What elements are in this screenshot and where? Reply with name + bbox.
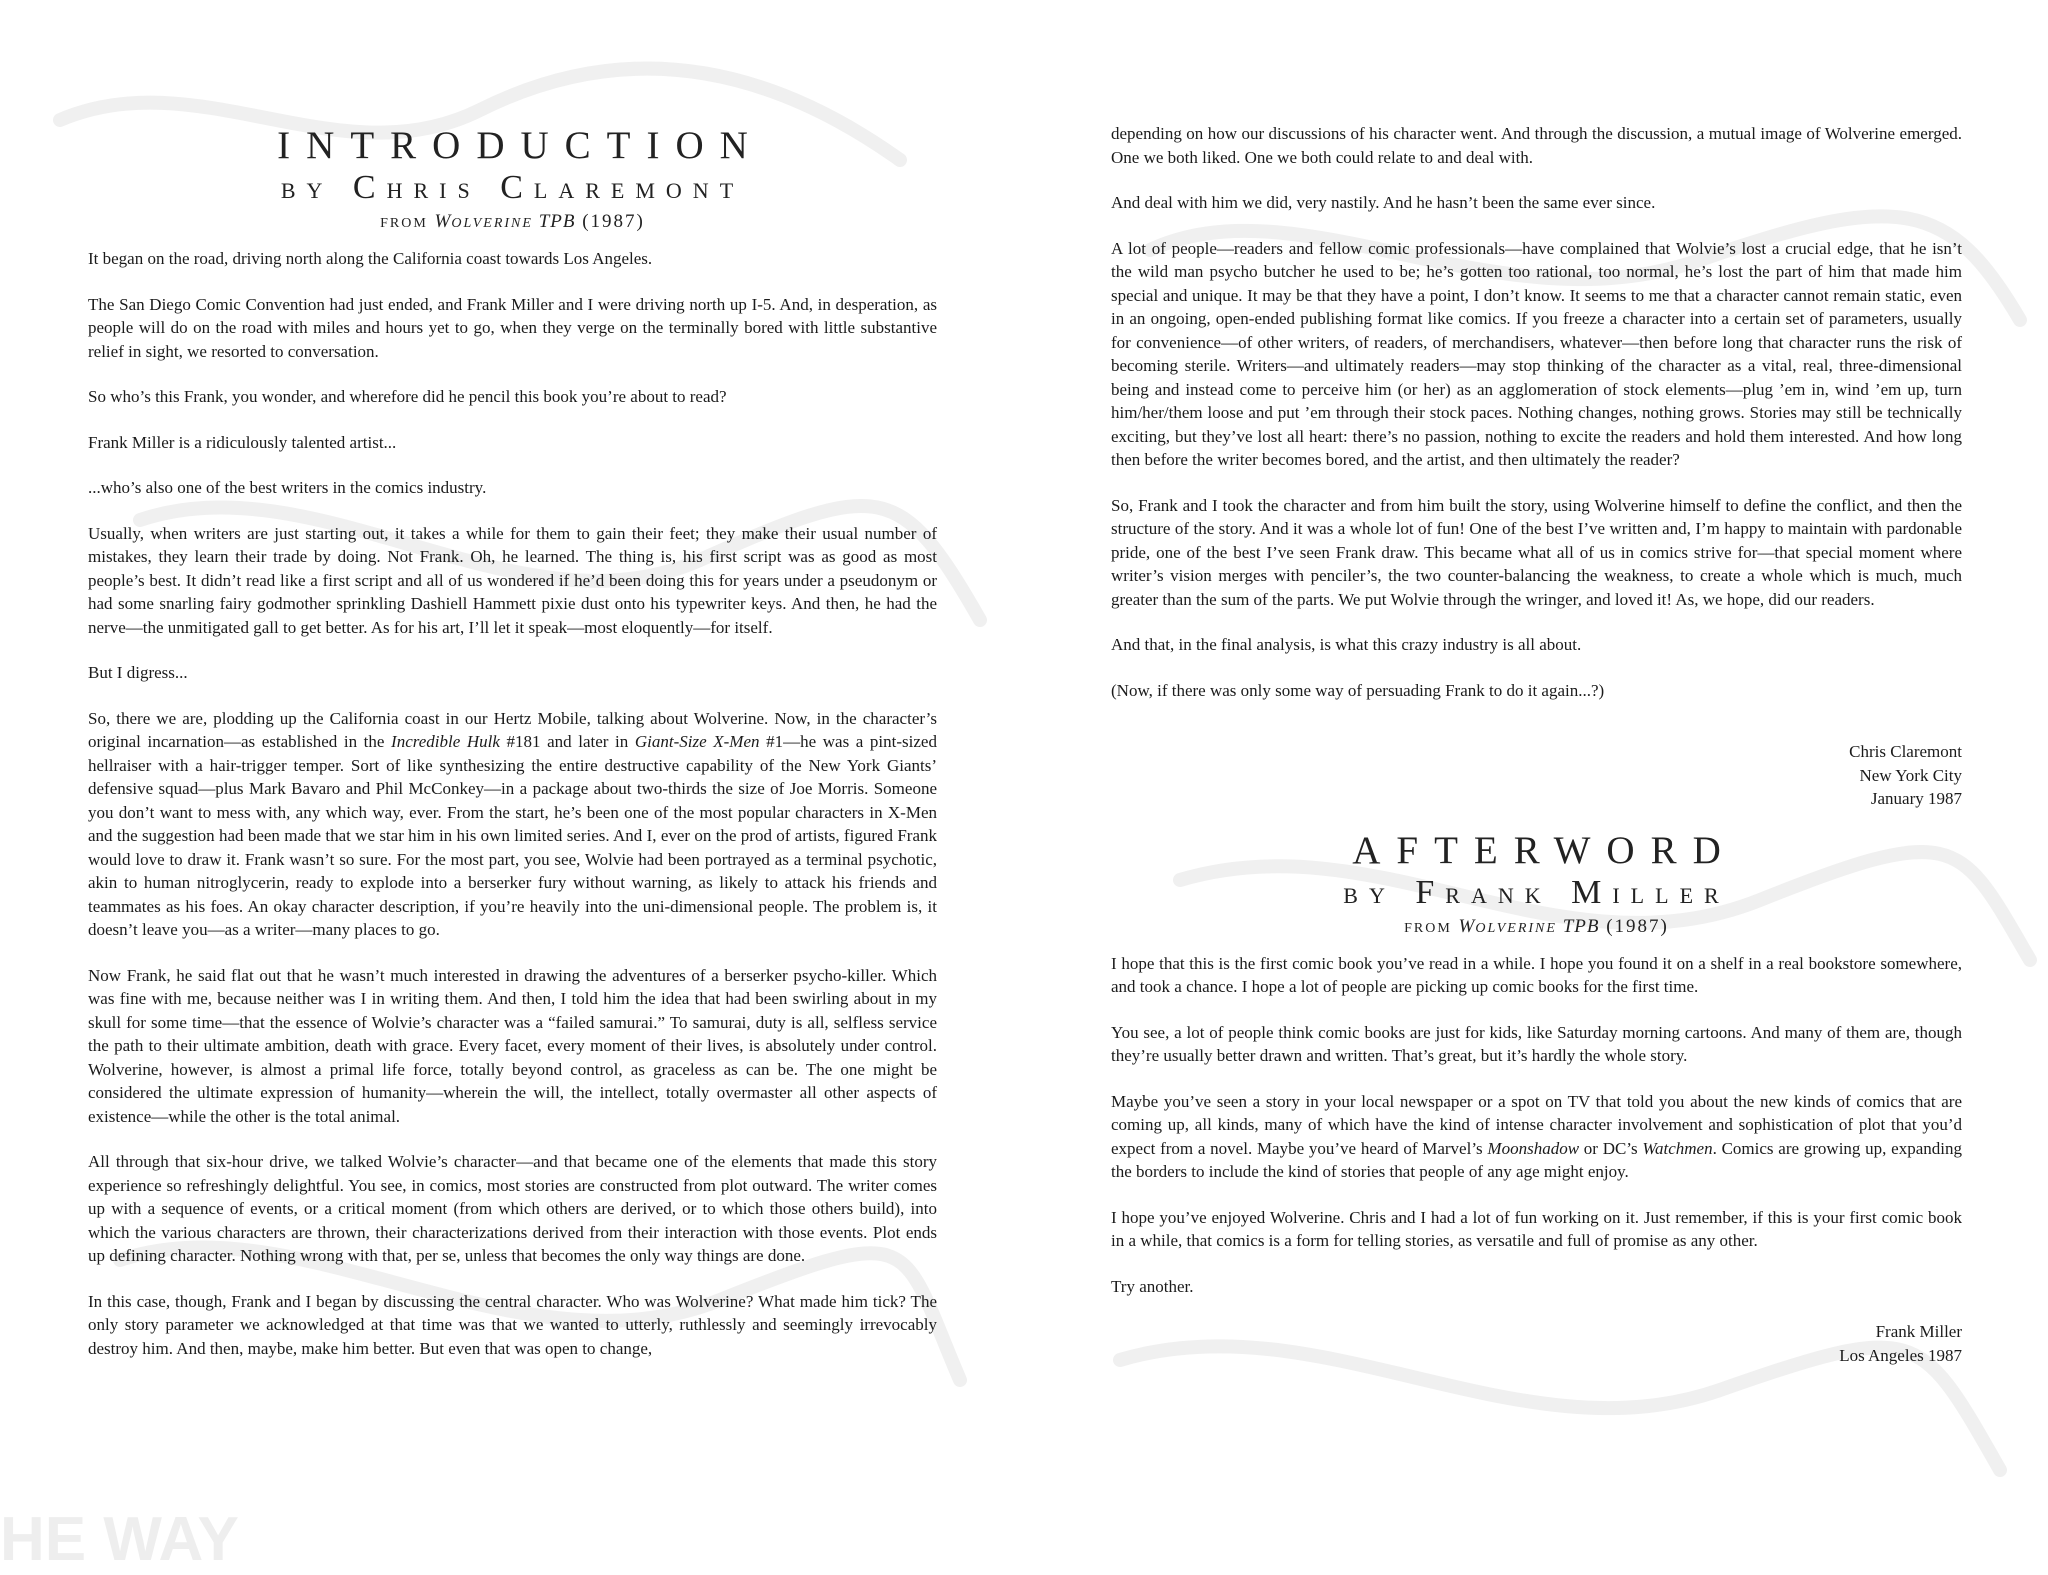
paragraph: It began on the road, driving north along the California coast towards Los Angeles.: [88, 249, 653, 268]
paragraph: (Now, if there was only some way of persuading Frank to do it again...?): [1111, 680, 1605, 700]
paragraph: Maybe you’ve seen a story in your local newspaper or a spot on TV that told you about the new kinds of comics that are coming up, all kinds, many of which have the kind of intense character involvement and sophistication of plot that you’d expect from a novel. Maybe you’ve heard of Marvel’s Moonshadow or DC’s Watchmen. Comics are growing up, expanding the borders to include the kind of stories that people of any age might enjoy.: [1111, 1091, 1962, 1181]
signature-place: Los Angeles 1987: [1839, 1345, 1962, 1365]
paragraph: depending on how our discussions of his character went. And through the discussion, a mutual image of Wolverine emerged. One we both liked. One we both could relate to and deal with.: [1111, 124, 1962, 167]
paragraph: But I digress...: [88, 663, 188, 682]
introduction-title: INTRODUCTION: [277, 124, 764, 167]
signature-date: January 1987: [1870, 789, 1962, 808]
afterword-title: AFTERWORD: [1352, 828, 1737, 872]
introduction-heading: [88, 126, 937, 235]
paragraph: All through that six-hour drive, we talked Wolvie’s character—and that became one of the elements that made this story experience so refreshingly delightful. You see, in comics, most stories are constructed from plot outward. The writer comes up with a sequence of events, or a critical moment (from which others are derived, or to which those others build), into which the various characters are thrown, their characterizations derived from their interaction with those events. Plot ends up defining character. Nothing wrong with that, per se, unless that becomes the only way things are done.: [88, 1152, 937, 1265]
signature-name: Chris Claremont: [1849, 742, 1962, 761]
afterword-heading: [1111, 828, 1962, 940]
paragraph: I hope that this is the first comic book you’ve read in a while. I hope you found it on a shelf in a real bookstore somewhere, and took a chance. I hope a lot of people are picking up comic books for the first time.: [1111, 953, 1962, 996]
left-column: [88, 0, 937, 1382]
signature-place: New York City: [1859, 765, 1962, 785]
afterword-source: FROM WOLVERINE TPB (1987): [1404, 915, 1669, 937]
introduction-source: FROM WOLVERINE TPB (1987): [380, 211, 645, 232]
afterword-byline: BY FRANK MILLER: [1343, 873, 1730, 911]
paragraph: Try another.: [1111, 1276, 1194, 1296]
paragraph: So who’s this Frank, you wonder, and wherefore did he pencil this book you’re about to read?: [88, 387, 727, 406]
background-lettering: HE WAY: [0, 1505, 239, 1574]
paragraph: You see, a lot of people think comic books are just for kids, like Saturday morning cartoons. And many of them are, though they’re usually better drawn and written. That’s great, but it’s hardly the whole story.: [1111, 1022, 1962, 1065]
signature-name: Frank Miller: [1875, 1322, 1962, 1341]
paragraph: Usually, when writers are just starting out, it takes a while for them to gain their feet; they make their usual number of mistakes, they learn their trade by doing. Not Frank. Oh, he learned. The thing is, his first script was as good as most people’s best. It didn’t read like a first script and all of us wondered if he’d been doing this for years under a pseudonym or had some snarling fairy godmother sprinkling Dashiell Hammett pixie dust onto his typewriter keys. And then, he had the nerve—the unmitigated gall to get better. As for his art, I’ll let it speak—most eloquently—for itself.: [88, 523, 937, 637]
paragraph: A lot of people—readers and fellow comic professionals—have complained that Wolvie’s lost a crucial edge, that he isn’t the wild man psycho butcher he used to be; he’s gotten too rational, too normal, he’s lost the part of him that made him special and unique. It may be that they have a point, I don’t know. It seems to me that a character cannot remain static, even in an ongoing, open-ended publishing format like comics. If you freeze a character into a certain set of parameters, usually for convenience—of other writers, of readers, of merchandisers, whatever—then before long that character runs the risk of becoming sterile. Writers—and ultimately readers—may stop thinking of the character as a vital, real, three-dimensional being and instead come to perceive him (or her) as an agglomeration of stock elements—plug ’em in, wind ’em up, turn him/her/them loose and put ’em through their stock paces. Nothing changes, nothing grows. Stories may still be technically exciting, but they’ve lost all heart: there’s no passion, nothing to excite the readers and hold them interested. And how long then before the writer becomes bored, and the artist, and then ultimately the reader?: [1111, 238, 1962, 469]
paragraph: And that, in the final analysis, is what this crazy industry is all about.: [1111, 635, 1582, 654]
paragraph: Now Frank, he said flat out that he wasn’t much interested in drawing the adventures of a berserker psycho-killer. Which was fine with me, because neither was I in writing them. And then, I told him the idea that had been swirling about in my skull for some time—that the essence of Wolvie’s character was a “failed samurai.” To samurai, duty is all, selfless service the path to their ultimate ambition, death with grace. Every facet, every moment of their lives, is absolutely under control. Wolverine, however, is almost a primal life force, totally beyond control, as graceless as can be. The one might be considered the ultimate expression of humanity—wherein the will, the intellect, totally overmaster all other aspects of existence—while the other is the total animal.: [88, 965, 937, 1126]
paragraph: So, Frank and I took the character and from him built the story, using Wolverine himself to define the conflict, and then the structure of the story. And it was a whole lot of fun! One of the best I’ve written and, I’m happy to maintain with pardonable pride, one of the best I’ve seen Frank draw. This became what all of us in comics strive for—that special moment where writer’s vision merges with penciler’s, the two counter-balancing the weakness, to create a whole which is much, much greater than the sum of the parts. We put Wolvie through the wringer, and loved it! As, we hope, did our readers.: [1111, 495, 1962, 609]
paragraph: So, there we are, plodding up the California coast in our Hertz Mobile, talking about Wolverine. Now, in the character’s original incarnation—as established in the Incredible Hulk #181 and later in Giant-Size X-Men #1—he was a pint-sized hellraiser with a hair-trigger temper. Sort of like synthesizing the entire destructive capability of the New York Giants’ defensive squad—plus Mark Bavaro and Phil McConkey—in a package about two-thirds the size of Joe Morris. Someone you don’t want to mess with, any which way, ever. From the start, he’s been one of the most popular characters in X-Men and the suggestion had been made that we star him in his own limited series. And I, ever on the prod of artists, figured Frank would love to draw it. Frank wasn’t so sure. For the most part, you see, Wolvie had been portrayed as a terminal psychotic, akin to human nitroglycerin, ready to explode into a berserker fury without warning, as likely to attack his friends and teammates as his foes. An okay character description, if you’re heavily into the uni-dimensional people. The problem is, it doesn’t leave you—as a writer—many places to go.: [88, 708, 937, 939]
introduction-signature: [1111, 740, 1962, 811]
paragraph: I hope you’ve enjoyed Wolverine. Chris and I had a lot of fun working on it. Just remember, if this is your first comic book in a while, that comics is a form for telling stories, as versatile and full of promise as any other.: [1111, 1207, 1962, 1250]
paragraph: And deal with him we did, very nastily. And he hasn’t been the same ever since.: [1111, 193, 1656, 212]
paragraph: Frank Miller is a ridiculously talented artist...: [88, 432, 397, 452]
paragraph: The San Diego Comic Convention had just ended, and Frank Miller and I were driving north up I-5. And, in desperation, as people will do on the road with miles and hours yet to go, when they verge on the terminally bored with little substantive relief in sight, we resorted to conversation.: [88, 294, 937, 361]
introduction-byline: BY CHRIS CLAREMONT: [280, 169, 745, 206]
afterword-signature: [1111, 1320, 1962, 1367]
paragraph: In this case, though, Frank and I began by discussing the central character. Who was Wolverine? What made him tick? The only story parameter we acknowledged at that time was that we wanted to utterly, ruthlessly and seemingly irrevocably destroy him. And then, maybe, make him better. But even that was open to change,: [88, 1291, 937, 1358]
right-column: [1111, 0, 1962, 1367]
paragraph: ...who’s also one of the best writers in the comics industry.: [88, 478, 487, 497]
